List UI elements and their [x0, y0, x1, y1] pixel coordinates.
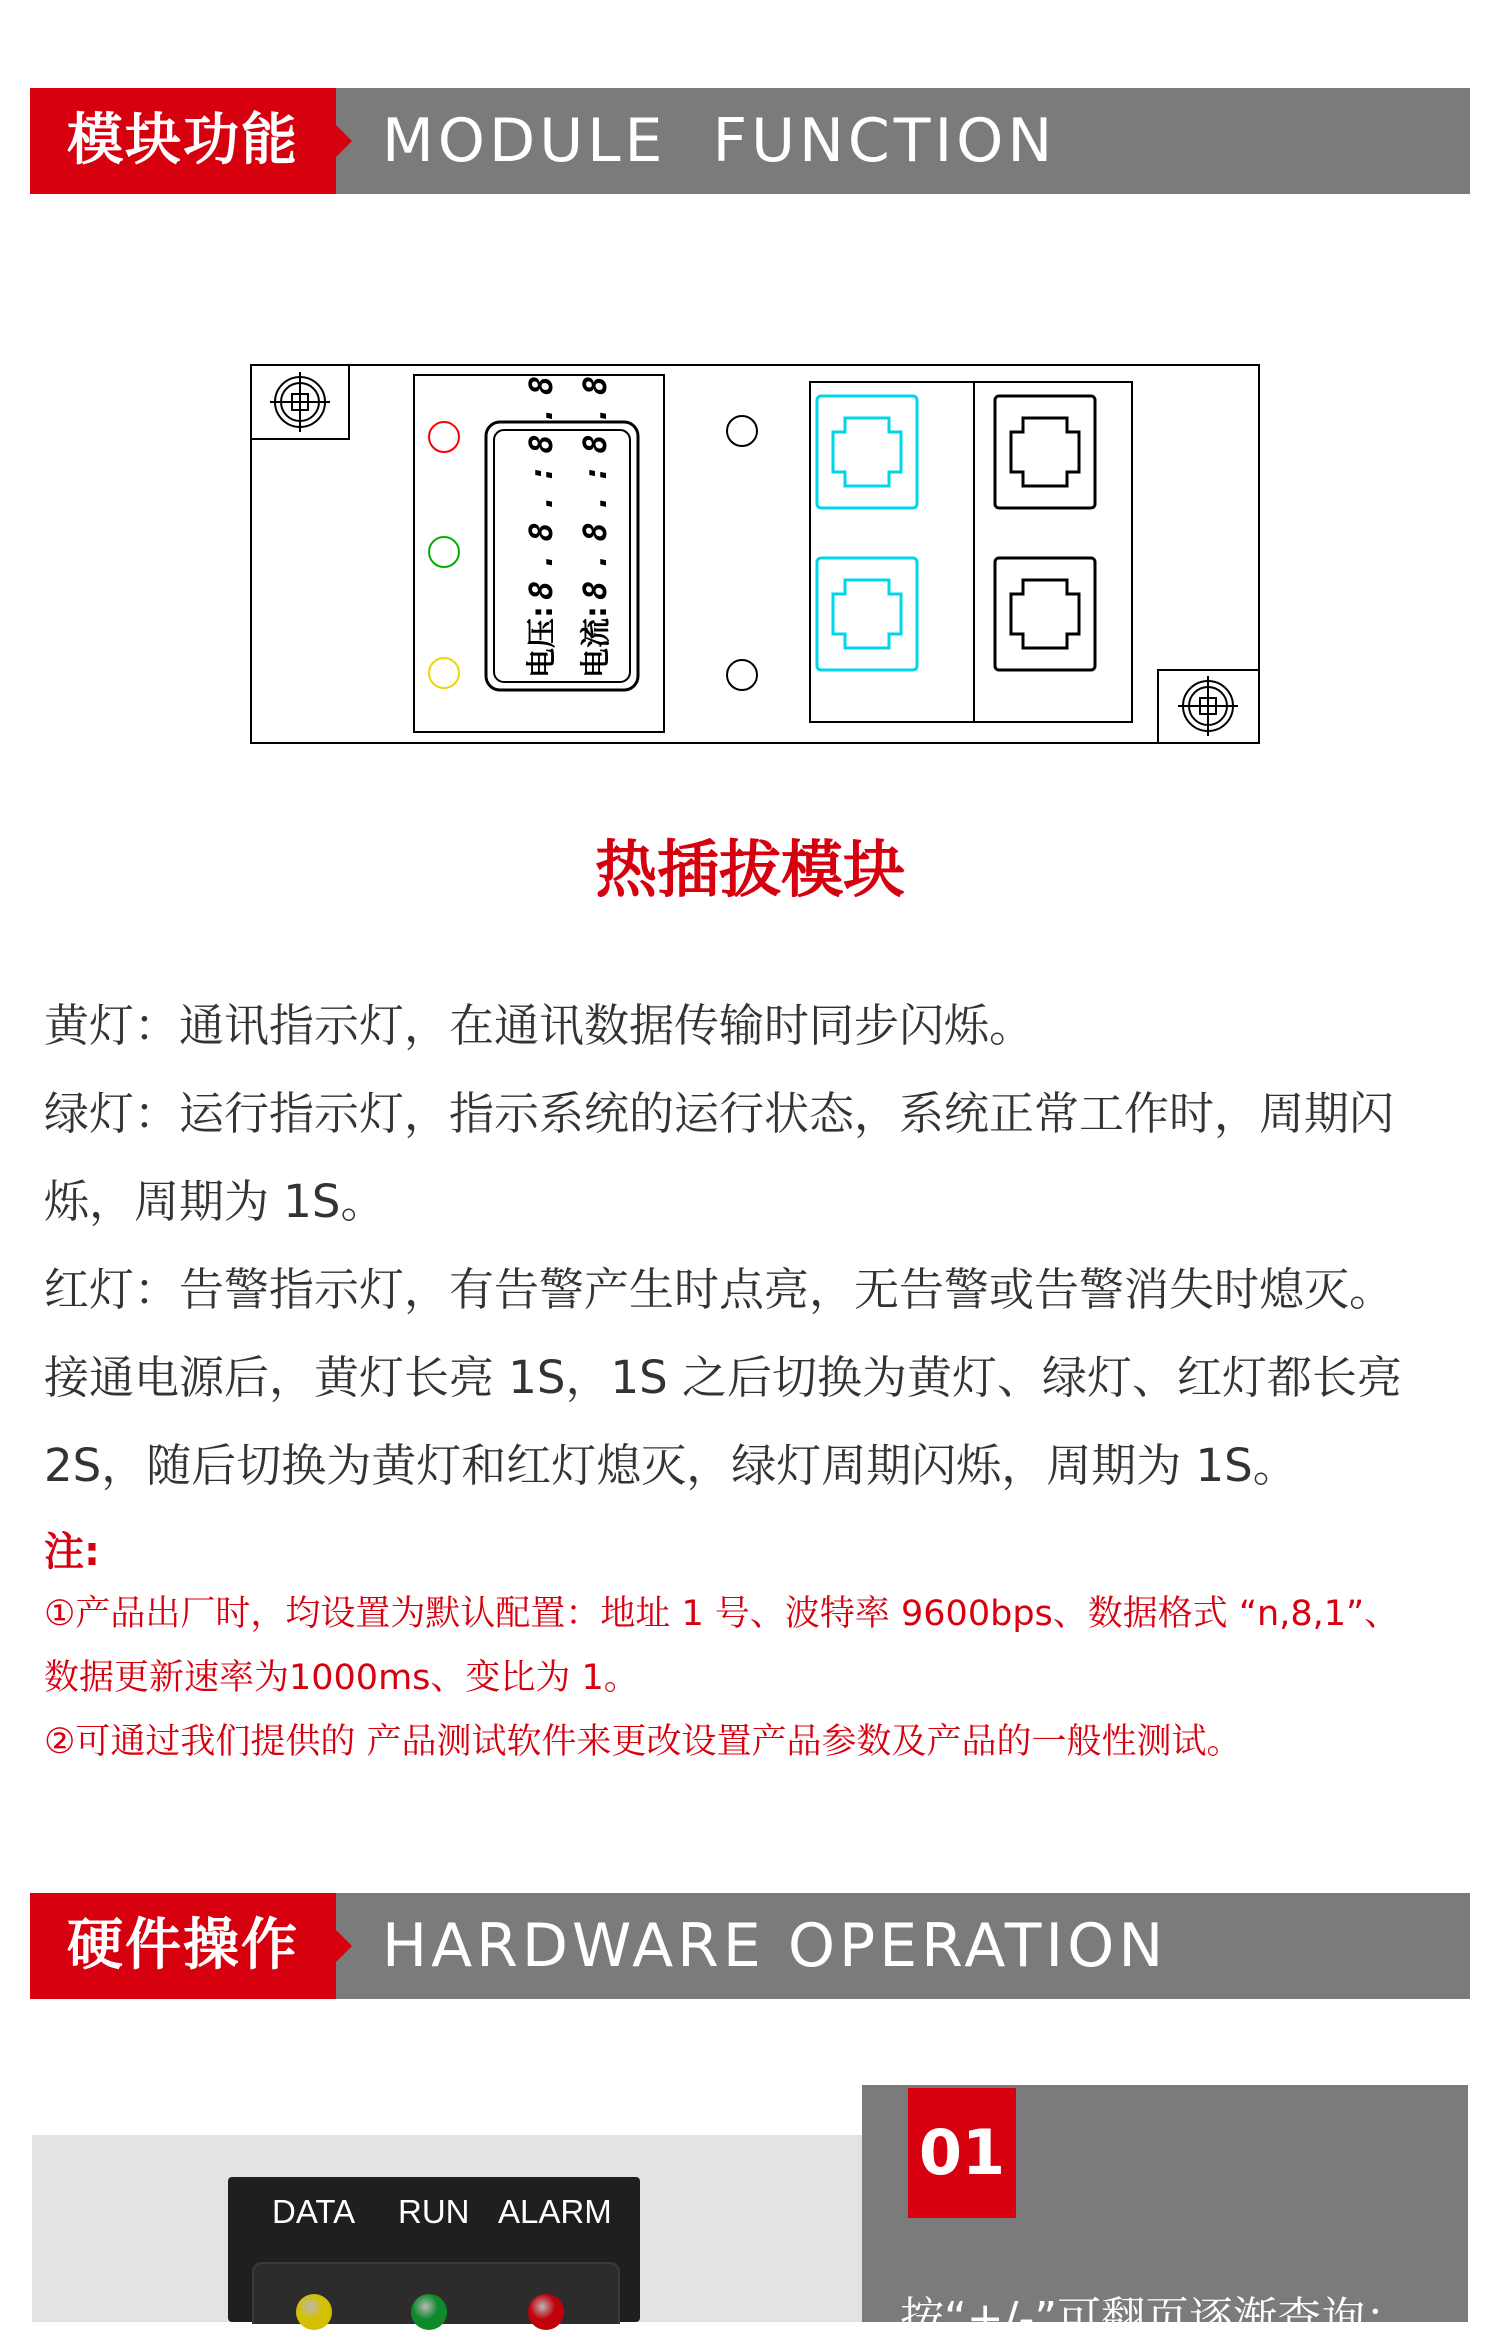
- header-arrow: [336, 125, 352, 157]
- green-led-description-line2: 烁，周期为 1S。: [44, 1175, 386, 1228]
- alarm-led: [528, 2294, 564, 2330]
- data-label: DATA: [272, 2193, 356, 2230]
- power-on-description-line2: 2S，随后切换为黄灯和红灯熄灭，绿灯周期闪烁，周期为 1S。: [44, 1439, 1298, 1492]
- data-led: [296, 2294, 332, 2330]
- run-label: RUN: [398, 2193, 470, 2230]
- led-strip: [252, 2262, 620, 2324]
- power-on-description-line1: 接通电源后，黄灯长亮 1S，1S 之后切换为黄灯、绿灯、红灯都长亮: [44, 1351, 1402, 1404]
- note-line-2: 数据更新速率为1000ms、变比为 1。: [44, 1658, 639, 1698]
- device-front: [228, 2177, 640, 2322]
- current-label: 电流:: [579, 606, 614, 678]
- yellow-led-description: 黄灯：通讯指示灯，在通讯数据传输时同步闪烁。: [44, 999, 1035, 1052]
- notes-title: 注:: [44, 1529, 100, 1575]
- section-title-cn: 硬件操作: [67, 1913, 299, 1978]
- notes: [44, 1522, 1464, 1774]
- green-led-description-line1: 绿灯：运行指示灯，指示系统的运行状态，系统正常工作时，周期闪: [44, 1087, 1395, 1140]
- section-title-en: MODULE FUNCTION: [382, 106, 1057, 176]
- note-line-1: ①产品出厂时，均设置为默认配置：地址 1 号、波特率 9600bps、数据格式 “n,8,1”、: [44, 1594, 1400, 1634]
- red-led-description: 红灯：告警指示灯，有告警产生时点亮，无告警或告警消失时熄灭。: [44, 1263, 1395, 1316]
- module-diagram: [250, 360, 1260, 745]
- voltage-label: 电压:: [525, 606, 560, 678]
- section-title-en: HARDWARE OPERATION: [382, 1911, 1168, 1981]
- step-text: 按“+/-”可翻页逐渐查询：: [900, 2293, 1410, 2344]
- description: [44, 982, 1464, 1510]
- section-title-cn: 模块功能: [67, 108, 299, 173]
- module-function-header: [30, 88, 1470, 194]
- current-digits: 8.8.:8.8: [576, 365, 614, 600]
- hardware-operation-header: [30, 1893, 1470, 1999]
- header-arrow: [336, 1930, 352, 1962]
- voltage-digits: 8.8.:8.8: [522, 365, 560, 600]
- run-led: [411, 2294, 447, 2330]
- note-line-3: ②可通过我们提供的 产品测试软件来更改设置产品参数及产品的一般性测试。: [44, 1722, 1242, 1762]
- step-number: 01: [908, 2088, 1016, 2218]
- alarm-label: ALARM: [498, 2193, 612, 2230]
- module-caption: 热插拔模块: [594, 833, 905, 906]
